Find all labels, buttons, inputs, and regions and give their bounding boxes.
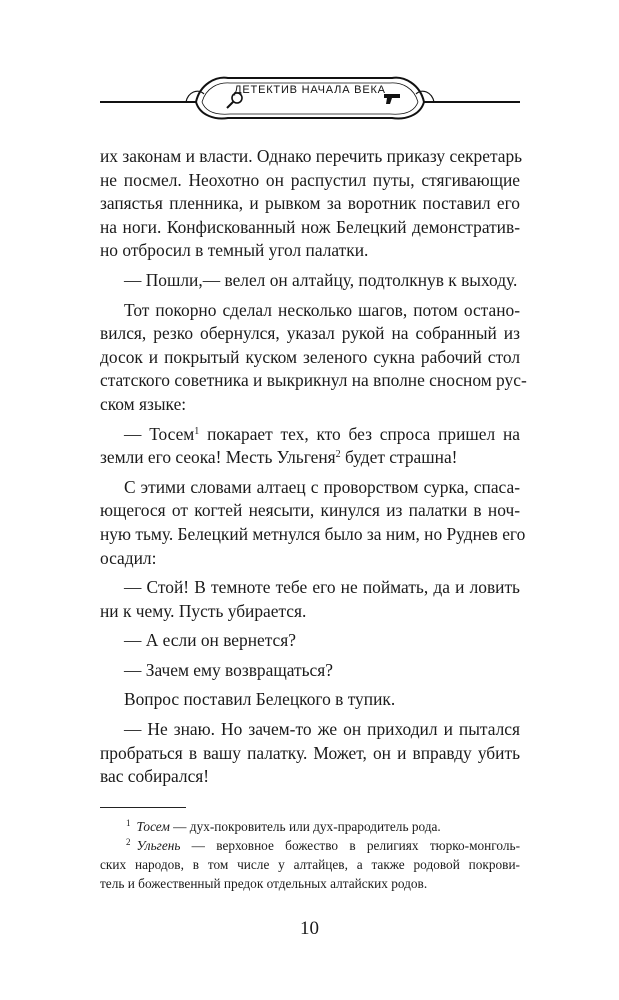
footnote-line — [100, 817, 520, 836]
footnote-text: — дух-покровитель или дух-прародитель рода. — [169, 819, 441, 834]
paragraph — [100, 688, 520, 712]
paragraph — [100, 659, 520, 683]
text-line: — Зачем ему возвращаться? — [124, 659, 333, 680]
text-line: запястья пленника, и рывком за воротник поставил его — [100, 193, 520, 214]
text-line: на ноги. Конфискованный нож Белецкий демонстратив- — [100, 216, 520, 237]
text-segment: будет страшна! — [340, 447, 458, 468]
footnote — [100, 836, 520, 893]
text-line: пробраться в вашу палатку. Может, он и вправду убить — [100, 742, 520, 763]
footnote-ref: 2 — [335, 449, 341, 461]
text-line: — Пошли,— велел он алтайцу, подтолкнув к выходу. — [124, 269, 518, 290]
text-line: вас собирался! — [100, 766, 210, 787]
paragraph — [100, 423, 520, 470]
text-line: не посмел. Неохотно он распустил путы, стягивающие — [100, 169, 520, 190]
body-text — [100, 145, 527, 789]
text-line: — Стой! В темноте тебе его не поймать, да и ловить — [124, 577, 520, 598]
footnote-mark: 2 — [126, 837, 131, 847]
footnote-ref: 1 — [194, 425, 200, 437]
header-title: ДЕТЕКТИВ НАЧАЛА ВЕКА — [234, 84, 386, 96]
footnote-line: тель и божественный предок отдельных алтайских родов. — [100, 876, 428, 891]
text-line: Вопрос поставил Белецкого в тупик. — [124, 689, 396, 710]
text-line: ную тьму. Белецкий метнулся было за ним, но Руднев его — [100, 523, 526, 544]
text-line: их законам и власти. Однако перечить приказу секретарь — [100, 146, 523, 166]
text-line: ющегося от когтей неясыти, кинулся из палатки в ноч- — [100, 500, 520, 521]
text-segment: покарает тех, кто без спроса пришел на — [199, 423, 520, 444]
paragraph — [100, 145, 523, 263]
text-line: С этими словами алтаец с проворством сурка, спаса- — [124, 476, 520, 497]
page-number: 10 — [300, 918, 319, 939]
footnote-line — [100, 836, 520, 855]
footnote-divider — [100, 807, 186, 808]
text-line: ском языке: — [100, 393, 187, 414]
paragraph — [100, 299, 527, 417]
footnote-line: ских народов, в том числе у алтайцев, а также родовой покрови- — [100, 857, 520, 872]
footnote-term: Тосем — [136, 819, 170, 834]
text-line — [100, 446, 520, 470]
text-line: статского советника и выкрикнул на вполне сносном рус- — [100, 370, 527, 391]
running-header — [100, 64, 520, 124]
footnote-text: — верховное божество в религиях тюрко-монголь- — [180, 838, 520, 853]
footnotes — [100, 817, 520, 893]
footnote-mark: 1 — [126, 818, 131, 828]
text-line: ни к чему. Пусть убирается. — [100, 600, 307, 621]
text-segment: земли его сеока! Месть Ульгеня — [100, 447, 336, 468]
text-line: досок и покрытый куском зеленого сукна рабочий стол — [100, 346, 520, 367]
paragraph — [100, 269, 520, 293]
text-line: вился, резко обернулся, указал рукой на собранный из — [100, 323, 520, 344]
paragraph — [100, 629, 520, 653]
text-line — [100, 423, 520, 447]
footnote-term: Ульгень — [136, 838, 181, 853]
text-line: но отбросил в темный угол палатки. — [100, 240, 369, 261]
paragraph — [100, 576, 520, 623]
footnote — [100, 817, 520, 836]
text-line: — А если он вернется? — [124, 630, 296, 651]
paragraph — [100, 718, 520, 789]
text-line: — Не знаю. Но зачем-то же он приходил и пытался — [124, 719, 520, 740]
text-segment: — Тосем — [124, 423, 195, 444]
text-line: Тот покорно сделал несколько шагов, потом остано- — [124, 299, 520, 320]
paragraph — [100, 476, 526, 570]
text-line: осадил: — [100, 547, 157, 568]
